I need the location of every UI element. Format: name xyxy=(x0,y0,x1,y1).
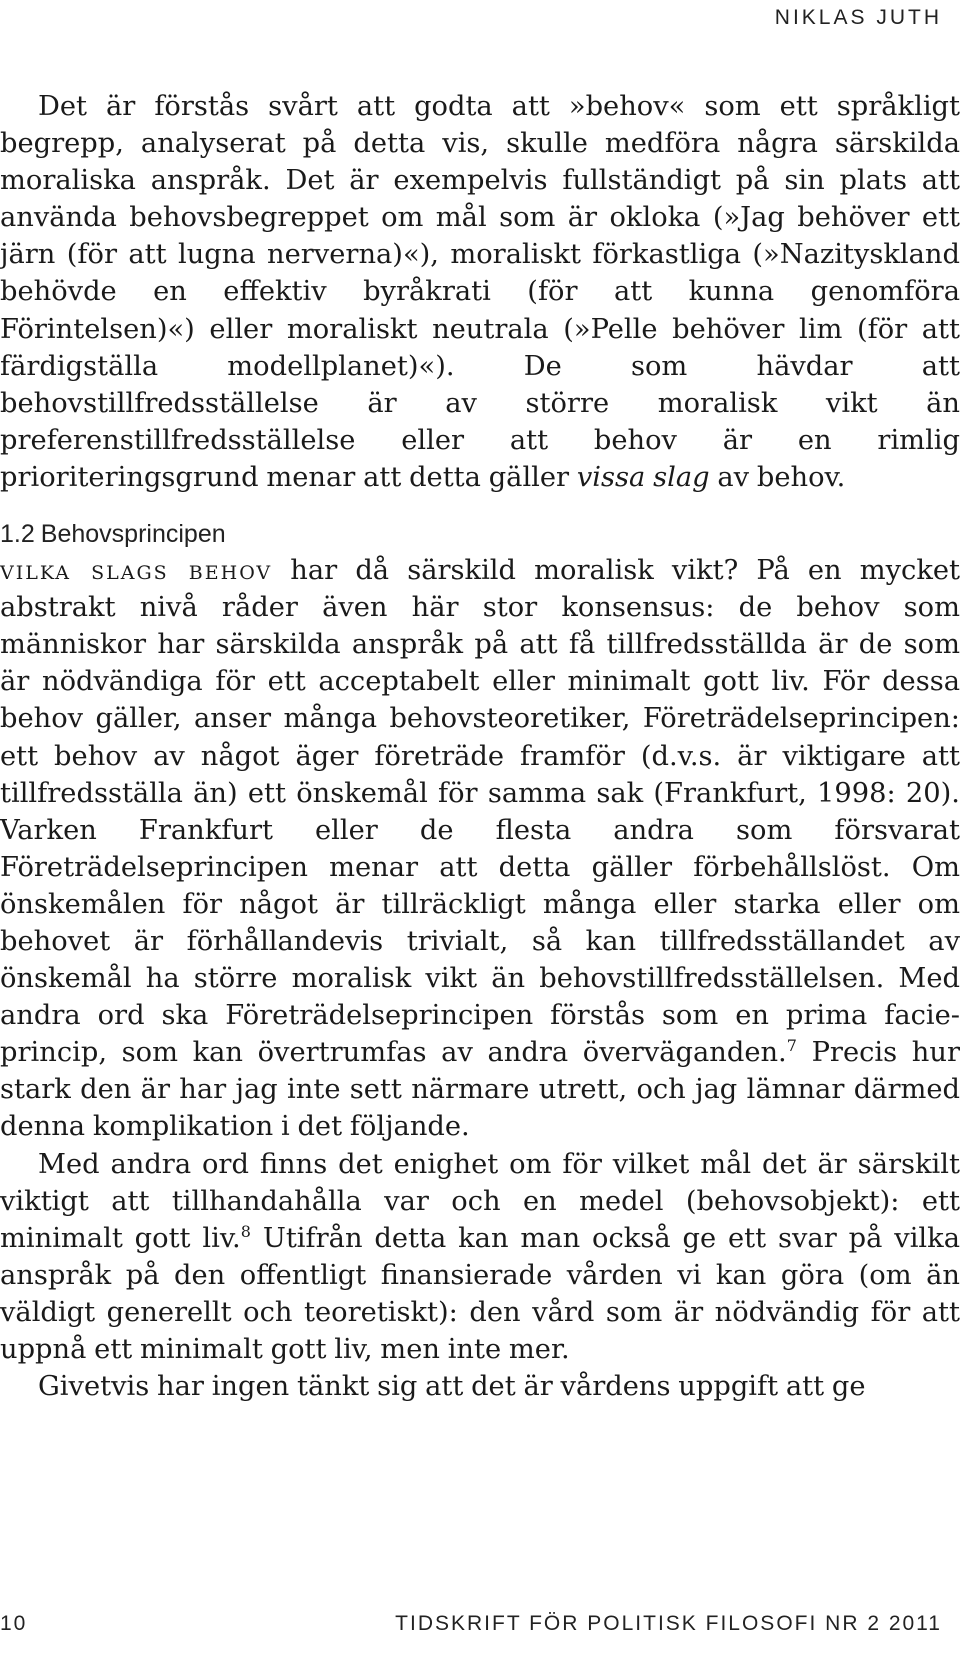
paragraph-4-text: Givetvis har ingen tänkt sig att det är vårdens uppgift att ge xyxy=(38,1371,866,1403)
page-number: 10 xyxy=(0,1612,28,1635)
paragraph-4 xyxy=(0,1368,960,1405)
footer xyxy=(0,1612,942,1636)
paragraph-1-end: av behov. xyxy=(717,461,846,493)
journal-title: TIDSKRIFT FÖR POLITISK FILOSOFI NR 2 2011 xyxy=(395,1612,942,1635)
section-heading: 1.2 Behovsprincipen xyxy=(0,520,226,549)
footnote-marker-7[interactable]: 7 xyxy=(786,1036,797,1056)
emphasis-vissa-slag: vissa slag xyxy=(576,461,710,493)
paragraph-2-text-b: Precis hur stark den är har jag inte sett närmare utrett, och jag lämnar därmed denna komplikation i det följande. xyxy=(0,1037,960,1143)
body-text xyxy=(0,88,960,1405)
running-head: NIKLAS JUTH xyxy=(774,6,942,29)
paragraph-2-text-a: har då särskild moralisk vikt? På en mycket abstrakt nivå råder även här stor konsensus: de behov som människor har särskilda anspråk på att få tillfredsställda är de som är nödvändiga för ett acceptabelt eller minimalt gott liv. För dessa behov gäller, anser många behovsteoretiker, Företrädelseprincipen: ett behov av något äger företräde framför (d.v.s. är viktigare att tillfredsställa än) ett önskemål för samma sak (Frankfurt, 1998: 20). Varken Frankfurt eller de flesta andra som försvarat Företrädelseprincipen menar att detta gäller förbehållslöst. Om önskemålen för något är tillräckligt många eller starka eller om behovet är förhållandevis trivialt, så kan tillfredsställandet av önskemål ha större moralisk vikt än behovstillfredsställelsen. Med andra ord ska Företrädelseprincipen förstås som en prima facie-princip, som kan övertrumfas av andra överväganden. xyxy=(0,555,960,1069)
paragraph-3-text-a: Med andra ord finns det enighet om för vilket mål det är särskilt viktigt att tillhandahålla var och en medel (behovsobjekt): ett minimalt gott liv. xyxy=(0,1148,960,1254)
paragraph-3 xyxy=(0,1146,960,1369)
paragraph-1-text: Det är förstås svårt att godta att »behov« som ett språkligt begrepp, analyserat på detta vis, skulle medföra några särskilda moraliska anspråk. Det är exempelvis fullständigt på sin plats att använda behovsbegreppet om mål som är okloka (»Jag behöver ett järn (för att lugna nerverna)«), moraliskt förkastliga (»Nazityskland behövde en effektiv byråkrati (för att kunna genomföra Förintelsen)«) eller moraliskt neutrala (»Pelle behöver lim (för att färdigställa modellplanet)«). De som hävdar att behovstillfredsställelse är av större moralisk vikt än preferenstillfredsställelse eller att behov är en rimlig prioriteringsgrund menar att detta gäller xyxy=(0,91,960,493)
paragraph-3-text-b: Utifrån detta kan man också ge ett svar på vilka anspråk på den offentligt finansierade vården vi kan göra (om än väldigt generellt och teoretiskt): den vård som är nödvändig för att uppnå ett minimalt gott liv, men inte mer. xyxy=(0,1222,960,1365)
footnote-marker-8[interactable]: 8 xyxy=(240,1221,251,1241)
paragraph-2-lead-in: vilka slags behov xyxy=(0,555,273,587)
paragraph-2 xyxy=(0,552,960,1146)
paragraph-1 xyxy=(0,88,960,496)
